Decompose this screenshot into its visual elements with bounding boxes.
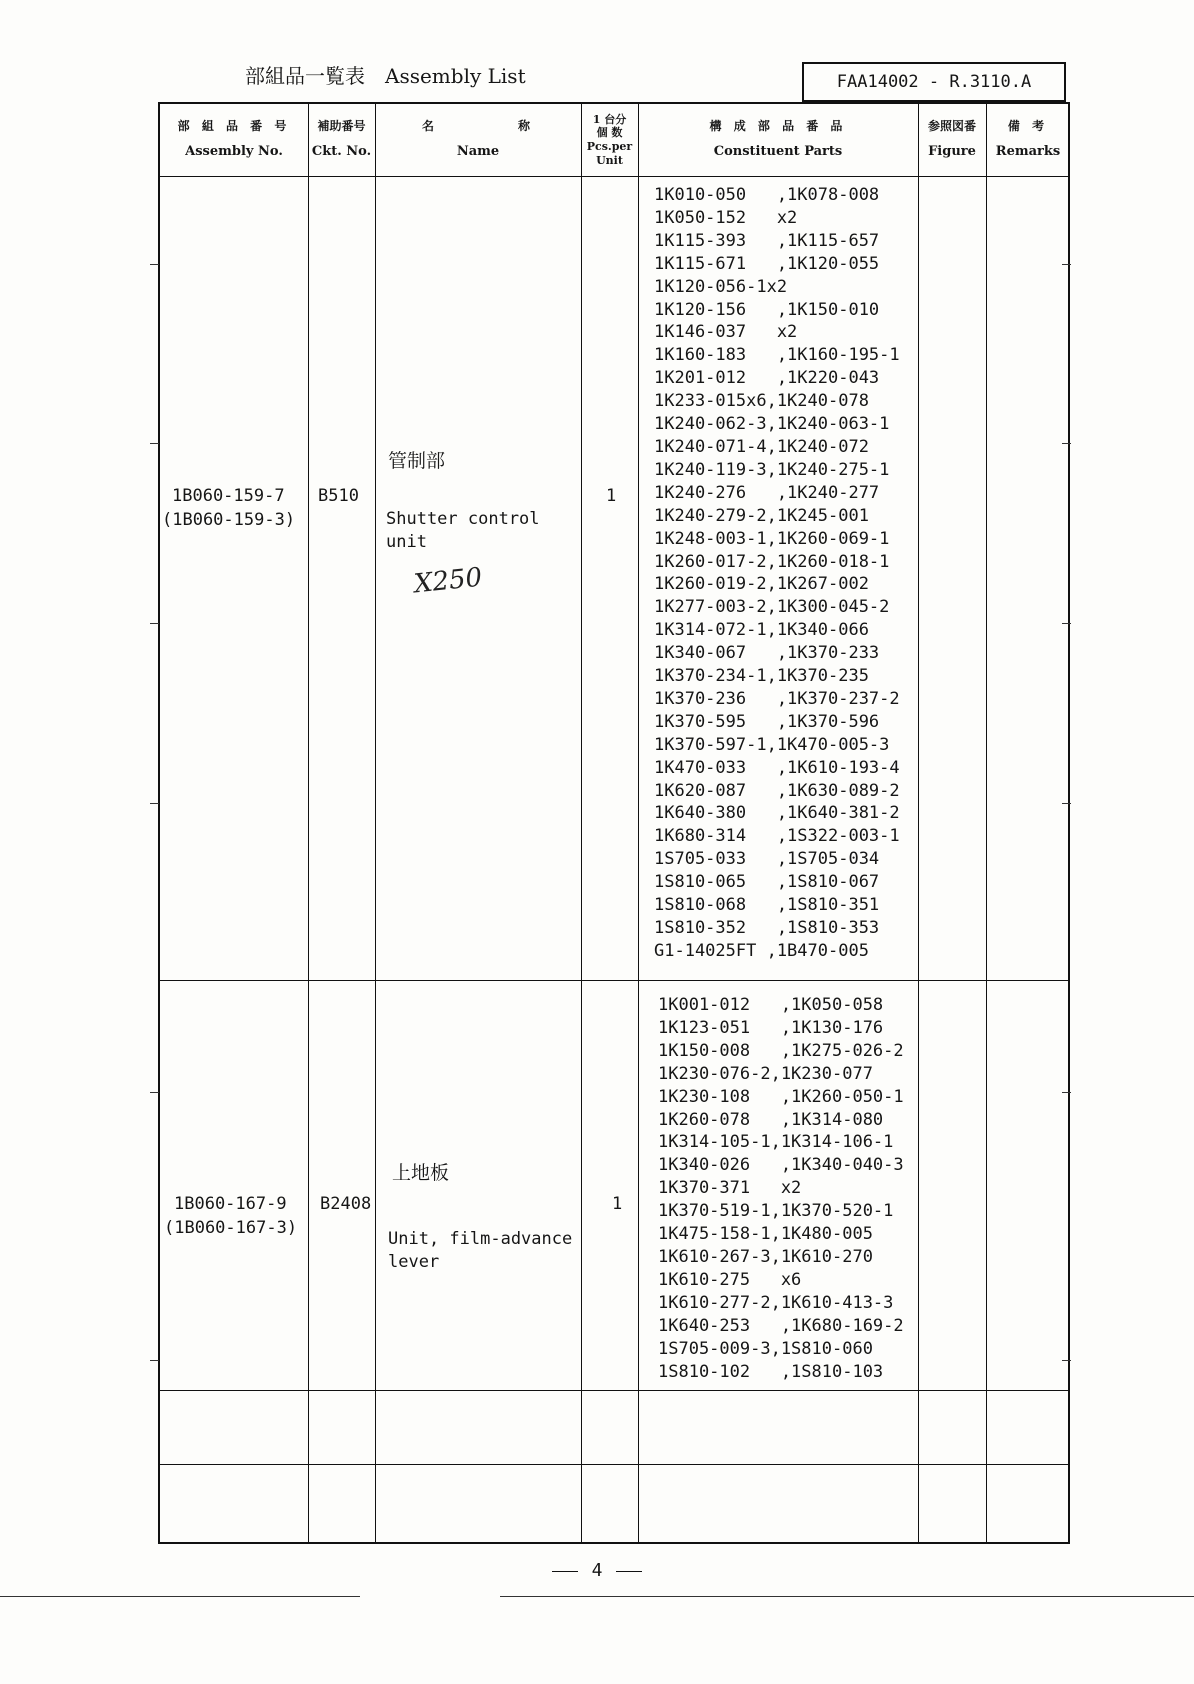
margin-tick <box>1062 264 1071 265</box>
handwritten-note: X250 <box>412 562 484 600</box>
margin-tick <box>1062 443 1071 444</box>
assembly-number-alt: (1B060-159-3) <box>162 510 296 530</box>
assembly-number-alt: (1B060-167-3) <box>164 1218 298 1238</box>
margin-tick <box>150 803 159 804</box>
header-qty: 1 台分 個 数 Pcs.per Unit <box>586 112 633 167</box>
column-divider <box>918 104 919 1542</box>
margin-tick <box>1062 623 1071 624</box>
page-number: 4 <box>0 1560 1194 1581</box>
header-assembly-no: 部 組 品 番 号 Assembly No. <box>177 119 291 160</box>
ckt-number: B2408 <box>320 1194 372 1214</box>
margin-tick <box>150 1092 159 1093</box>
page-number-dash <box>552 1571 578 1572</box>
constituent-parts-list: 1K001-012 ,1K050-058 1K123-051 ,1K130-176 1K150-008 ,1K275-026-2 1K230-076-2,1K230-077 1K230-108 ,1K260-050-1 1K260-078 ,1K314-080 1K314-105-1,1K314-106-1 1K340-026 ,1K340-040-3 1K370-371 x2 1K370-519-1,1K370-520-1 1K475-158-1,1K480-005 1K610-267-3,1K610-270 1K610-275 x6 1K610-277-2,1K610-413-3 1K640-253 ,1K680-169-2 1S705-009-3,1S810-060 1S810-102 ,1S810-103 <box>658 995 904 1382</box>
assembly-number: 1B060-167-9 <box>174 1194 287 1214</box>
quantity: 1 <box>612 1194 623 1214</box>
row-divider <box>160 980 1068 981</box>
document-code: FAA14002 - R.3110.A <box>802 62 1066 102</box>
margin-tick <box>150 264 159 265</box>
header-divider <box>160 176 1068 177</box>
column-divider <box>308 104 309 1542</box>
name-japanese: 管制部 <box>388 450 446 472</box>
name-japanese: 上地板 <box>392 1162 450 1184</box>
margin-tick <box>150 623 159 624</box>
margin-tick <box>150 1360 159 1361</box>
row-divider <box>160 1464 1068 1465</box>
ckt-number: B510 <box>318 486 359 506</box>
margin-tick <box>1062 1092 1071 1093</box>
bottom-rule <box>500 1596 1194 1597</box>
header-remarks: 備 考 Remarks <box>995 119 1061 160</box>
header-name: 名 称 Name <box>421 119 534 160</box>
name-english: Unit, film-advance lever <box>388 1229 573 1272</box>
page-title: 部組品一覧表 Assembly List <box>245 64 526 88</box>
margin-tick <box>1062 1360 1071 1361</box>
row-divider <box>160 1390 1068 1391</box>
assembly-table <box>158 102 1070 1544</box>
column-divider <box>638 104 639 1542</box>
header-figure: 参照図番 Figure <box>927 119 976 160</box>
column-divider <box>375 104 376 1542</box>
quantity: 1 <box>606 486 617 506</box>
margin-tick <box>1062 803 1071 804</box>
column-divider <box>581 104 582 1542</box>
name-english: Shutter control unit <box>386 509 540 552</box>
page-number-dash <box>616 1571 642 1572</box>
column-divider <box>986 104 987 1542</box>
margin-tick <box>150 443 159 444</box>
bottom-rule <box>0 1596 360 1597</box>
assembly-number: 1B060-159-7 <box>172 486 285 506</box>
header-constituent-parts: 構 成 部 品 番 品 Constituent Parts <box>709 119 847 160</box>
header-ckt-no: 補助番号 Ckt. No. <box>311 119 372 160</box>
constituent-parts-list: 1K010-050 ,1K078-008 1K050-152 x2 1K115-393 ,1K115-657 1K115-671 ,1K120-055 1K120-056-1x2 1K120-156 ,1K150-010 1K146-037 x2 1K160-183 ,1K160-195-1 1K201-012 ,1K220-043 1K233-015x6,1K240-078 1K240-062-3,1K240-063-1 1K240-071-4,1K240-072 1K240-119-3,1K240-275-1 1K240-276 ,1K240-277 1K240-279-2,1K245-001 1K248-003-1,1K260-069-1 1K260-017-2,1K260-018-1 1K260-019-2,1K267-002 1K277-003-2,1K300-045-2 1K314-072-1,1K340-066 1K340-067 ,1K370-233 1K370-234-1,1K370-235 1K370-236 ,1K370-237-2 1K370-595 ,1K370-596 1K370-597-1,1K470-005-3 1K470-033 ,1K610-193-4 1K620-087 ,1K630-089-2 1K640-380 ,1K640-381-2 1K680-314 ,1S322-003-1 1S705-033 ,1S705-034 1S810-065 ,1S810-067 1S810-068 ,1S810-351 1S810-352 ,1S810-353 G1-14025FT ,1B470-005 <box>654 185 900 961</box>
